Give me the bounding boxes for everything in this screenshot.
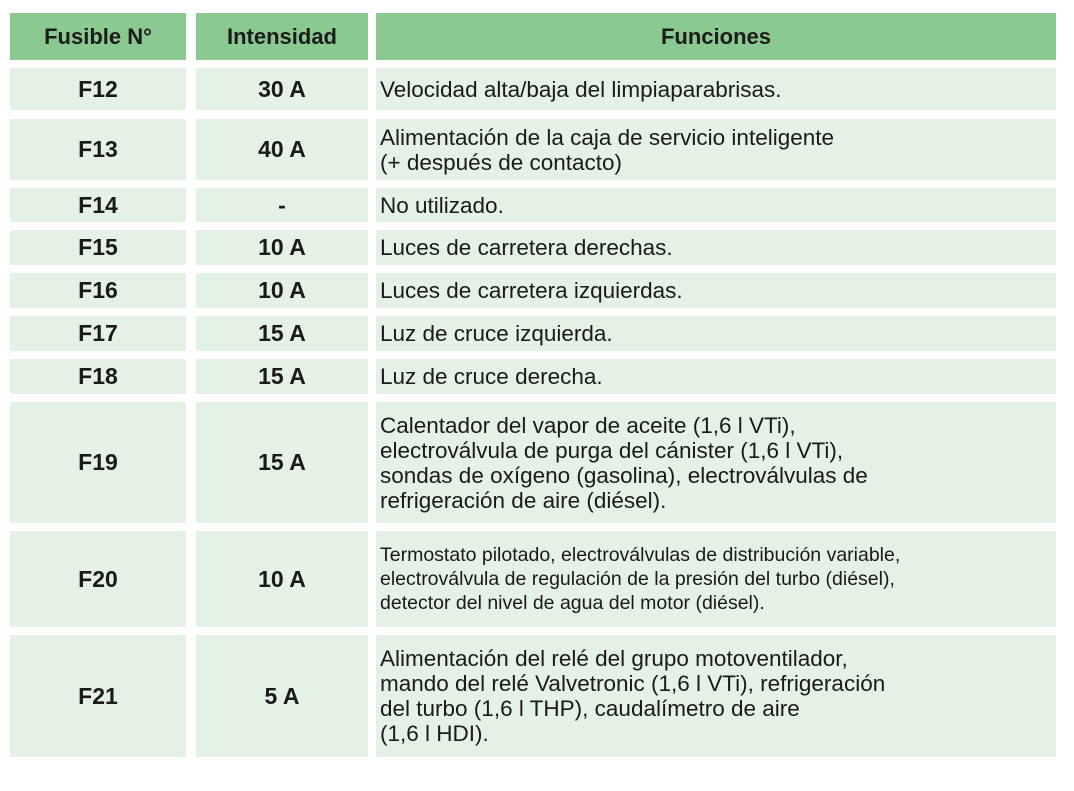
fuse-cell: F17 [10,316,186,351]
table-row [10,635,1056,757]
function-cell: Luz de cruce derecha. [376,359,1056,394]
table-row [10,230,1056,265]
amperage-cell: 40 A [196,119,368,180]
fuse-cell: F18 [10,359,186,394]
table-row [10,273,1056,308]
fuse-cell: F16 [10,273,186,308]
header-fuse-number: Fusible N° [10,13,186,60]
header-functions: Funciones [376,13,1056,60]
function-cell: Calentador del vapor de aceite (1,6 l VTi), electroválvula de purga del cánister (1,6 l VTi), sondas de oxígeno (gasolina), electroválvulas de refrigeración de aire (diésel). [376,402,1056,523]
amperage-cell: 15 A [196,402,368,523]
amperage-cell: 10 A [196,531,368,627]
amperage-cell: 5 A [196,635,368,757]
table-row [10,119,1056,180]
fuse-cell: F20 [10,531,186,627]
amperage-cell: 10 A [196,230,368,265]
function-cell: Velocidad alta/baja del limpiaparabrisas. [376,68,1056,110]
fuse-cell: F12 [10,68,186,110]
fuse-cell: F13 [10,119,186,180]
function-cell: Luces de carretera izquierdas. [376,273,1056,308]
amperage-cell: 15 A [196,359,368,394]
fuse-cell: F14 [10,188,186,222]
amperage-cell: 30 A [196,68,368,110]
table-row [10,402,1056,523]
table-row [10,316,1056,351]
function-cell: Alimentación de la caja de servicio inteligente (+ después de contacto) [376,119,1056,180]
amperage-cell: 15 A [196,316,368,351]
fuse-cell: F19 [10,402,186,523]
amperage-cell: - [196,188,368,222]
amperage-cell: 10 A [196,273,368,308]
fuse-cell: F21 [10,635,186,757]
function-cell: Luces de carretera derechas. [376,230,1056,265]
function-cell: Luz de cruce izquierda. [376,316,1056,351]
table-row [10,359,1056,394]
function-cell: Alimentación del relé del grupo motoventilador, mando del relé Valvetronic (1,6 l VTi), refrigeración del turbo (1,6 l THP), caudalímetro de aire (1,6 l HDI). [376,635,1056,757]
table-row [10,188,1056,222]
table-row [10,68,1056,110]
function-cell: No utilizado. [376,188,1056,222]
function-cell: Termostato pilotado, electroválvulas de distribución variable, electroválvula de regulación de la presión del turbo (diésel), detector del nivel de agua del motor (diésel). [376,531,1056,627]
header-amperage: Intensidad [196,13,368,60]
table-row [10,531,1056,627]
fuse-cell: F15 [10,230,186,265]
table-header [10,13,1056,60]
